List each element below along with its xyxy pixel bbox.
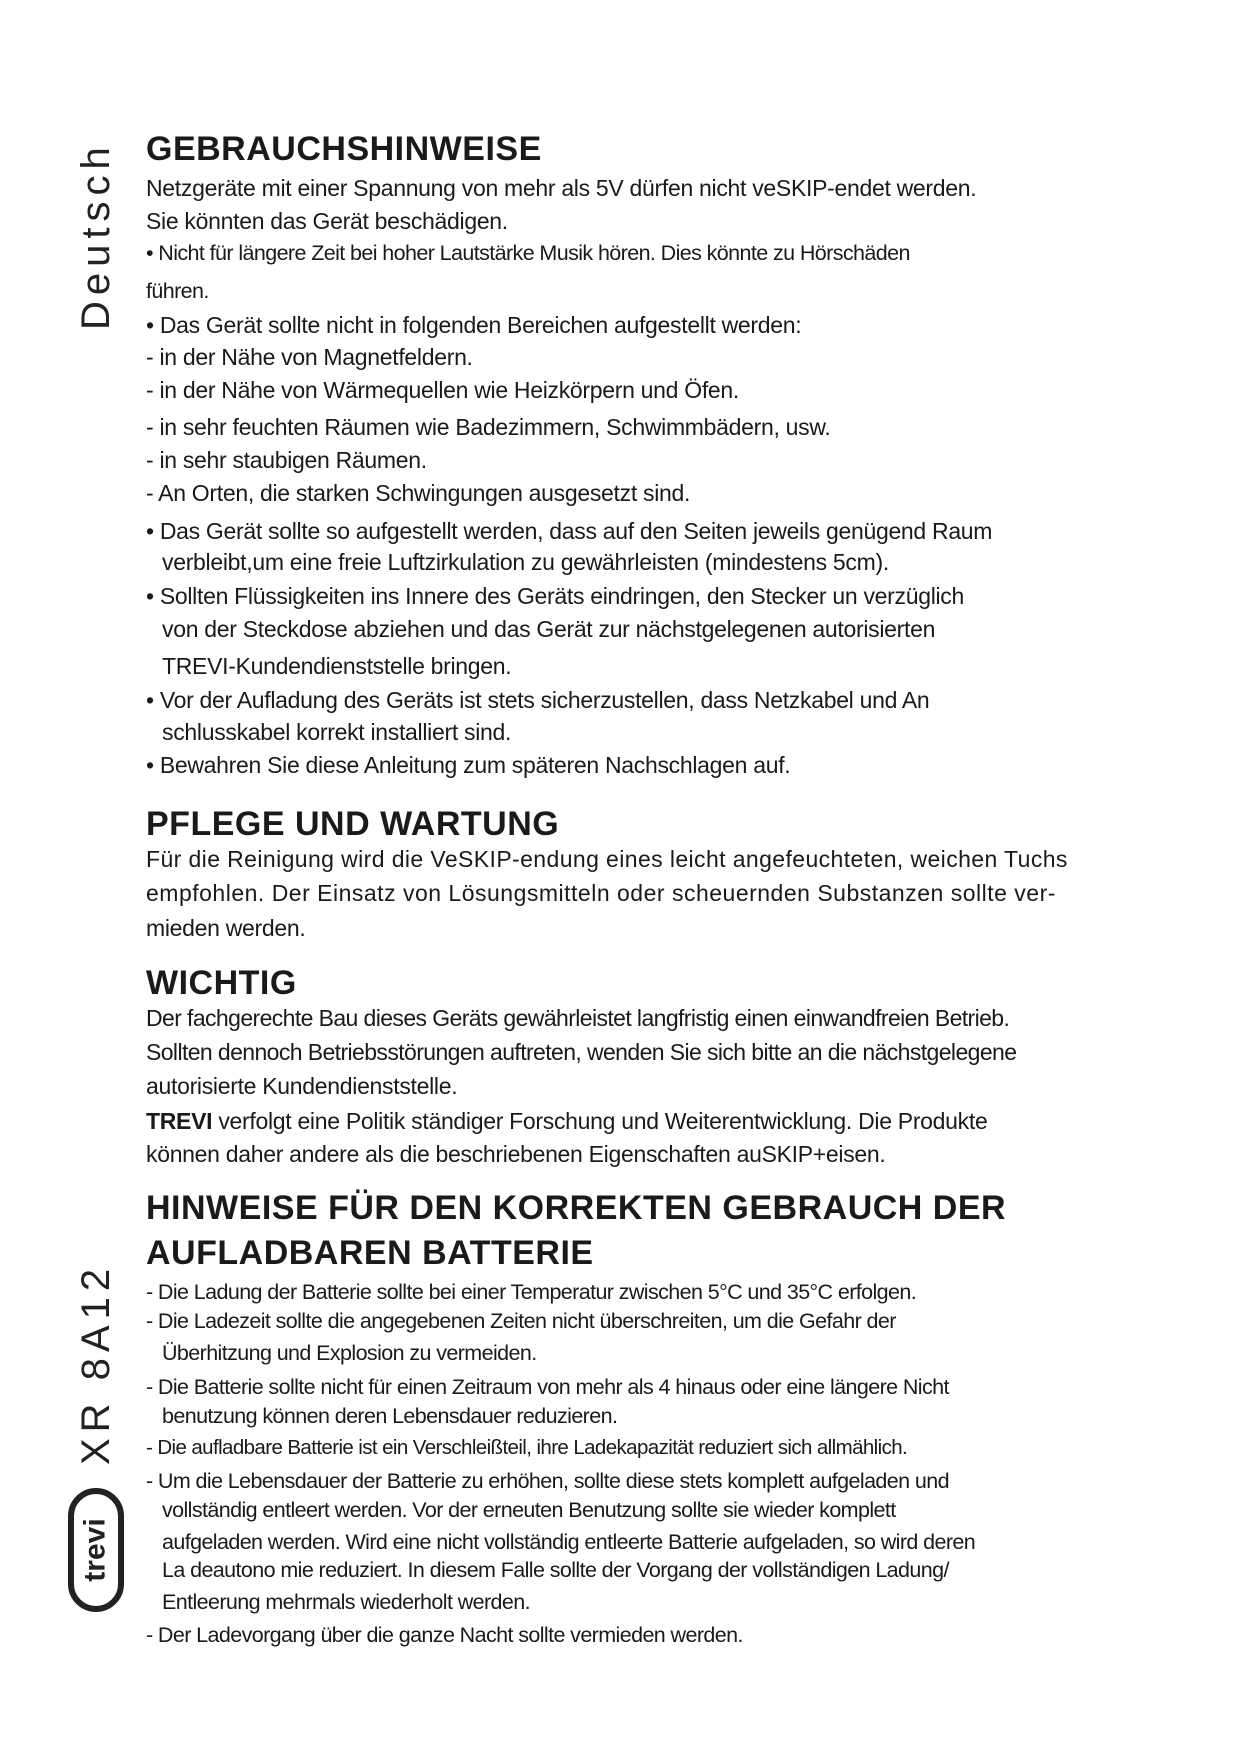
- text-span: verfolgt eine Politik ständiger Forschung und Weiterentwicklung. Die Produkte: [218, 1108, 988, 1134]
- text-line: - in sehr staubigen Räumen.: [146, 447, 427, 473]
- text-line: • Sollten Flüssigkeiten ins Innere des Geräts eindringen, den Stecker un verzüglich: [146, 583, 965, 609]
- brand-name: TREVI: [146, 1108, 213, 1134]
- text-line: empfohlen. Der Einsatz von Lösungsmitteln oder scheuernden Substanzen sollte ver-: [146, 880, 1056, 906]
- heading-batterie-2: AUFLADBAREN BATTERIE: [146, 1234, 594, 1272]
- text-line: benutzung können deren Lebensdauer reduzieren.: [162, 1404, 618, 1428]
- heading-batterie-1: HINWEISE FÜR DEN KORREKTEN GEBRAUCH DER: [146, 1189, 1007, 1227]
- text-line: La deautono mie reduziert. In diesem Falle sollte der Vorgang der vollständigen Ladung/: [162, 1558, 949, 1582]
- language-label: Deutsch: [74, 141, 118, 330]
- heading-wichtig: WICHTIG: [146, 964, 297, 1002]
- text-line: Für die Reinigung wird die VeSKIP-endung eines leicht angefeuchteten, weichen Tuchs: [146, 846, 1068, 872]
- text-line: - Der Ladevorgang über die ganze Nacht sollte vermieden werden.: [146, 1623, 743, 1647]
- heading-gebrauchshinweise: GEBRAUCHSHINWEISE: [146, 130, 542, 168]
- text-line: - Die Batterie sollte nicht für einen Zeitraum von mehr als 4 hinaus oder eine längere Nicht: [146, 1375, 949, 1399]
- logo-text: trevi: [79, 1518, 112, 1582]
- text-line: vollständig entleert werden. Vor der erneuten Benutzung sollte sie wieder komplett: [162, 1498, 896, 1522]
- text-line: schlusskabel korrekt installiert sind.: [162, 719, 512, 745]
- text-line: TREVI-Kundendienststelle bringen.: [162, 653, 512, 679]
- text-line: - in der Nähe von Magnetfeldern.: [146, 344, 473, 370]
- text-line: - Die Ladung der Batterie sollte bei einer Temperatur zwischen 5°C und 35°C erfolgen.: [146, 1280, 917, 1304]
- text-line: Überhitzung und Explosion zu vermeiden.: [162, 1341, 537, 1365]
- text-line: [146, 1106, 987, 1136]
- text-line: Sollten dennoch Betriebsstörungen auftreten, wenden Sie sich bitte an die nächstgelegene: [146, 1039, 1017, 1065]
- text-line: • Bewahren Sie diese Anleitung zum späteren Nachschlagen auf.: [146, 752, 791, 778]
- text-line: autorisierte Kundendienststelle.: [146, 1073, 458, 1099]
- text-line: verbleibt,um eine freie Luftzirkulation zu gewährleisten (mindestens 5cm).: [162, 549, 889, 575]
- text-line: können daher andere als die beschriebenen Eigenschaften auSKIP+eisen.: [146, 1141, 886, 1167]
- text-line: führen.: [146, 279, 209, 303]
- text-line: aufgeladen werden. Wird eine nicht vollständig entleerte Batterie aufgeladen, so wird deren: [162, 1530, 976, 1554]
- text-line: - in sehr feuchten Räumen wie Badezimmern, Schwimmbädern, usw.: [146, 414, 831, 440]
- text-line: • Nicht für längere Zeit bei hoher Lautstärke Musik hören. Dies könnte zu Hörschäden: [146, 241, 910, 265]
- text-line: mieden werden.: [146, 915, 306, 941]
- text-line: - Um die Lebensdauer der Batterie zu erhöhen, sollte diese stets komplett aufgeladen und: [146, 1469, 949, 1493]
- text-line: • Das Gerät sollte nicht in folgenden Bereichen aufgestellt werden:: [146, 312, 802, 338]
- text-line: - Die aufladbare Batterie ist ein Verschleißteil, ihre Ladekapazität reduziert sich allmählich.: [146, 1436, 908, 1459]
- text-line: Entleerung mehrmals wiederholt werden.: [162, 1590, 530, 1614]
- model-label: XR 8A12: [74, 1262, 118, 1465]
- text-line: von der Steckdose abziehen und das Gerät zur nächstgelegenen autorisierten: [162, 616, 936, 642]
- text-line: • Das Gerät sollte so aufgestellt werden, dass auf den Seiten jeweils genügend Raum: [146, 518, 993, 544]
- text-line: Sie könnten das Gerät beschädigen.: [146, 208, 508, 234]
- text-line: Der fachgerechte Bau dieses Geräts gewährleistet langfristig einen einwandfreien Betrieb.: [146, 1005, 1010, 1031]
- text-line: - Die Ladezeit sollte die angegebenen Zeiten nicht überschreiten, um die Gefahr der: [146, 1309, 896, 1333]
- text-line: - An Orten, die starken Schwingungen ausgesetzt sind.: [146, 480, 691, 506]
- trevi-logo: [68, 1488, 124, 1612]
- text-line: • Vor der Aufladung des Geräts ist stets sicherzustellen, dass Netzkabel und An: [146, 687, 930, 713]
- text-line: - in der Nähe von Wärmequellen wie Heizkörpern und Öfen.: [146, 377, 740, 403]
- heading-pflege-und-wartung: PFLEGE UND WARTUNG: [146, 805, 560, 843]
- text-line: Netzgeräte mit einer Spannung von mehr als 5V dürfen nicht veSKIP-endet werden.: [146, 175, 977, 201]
